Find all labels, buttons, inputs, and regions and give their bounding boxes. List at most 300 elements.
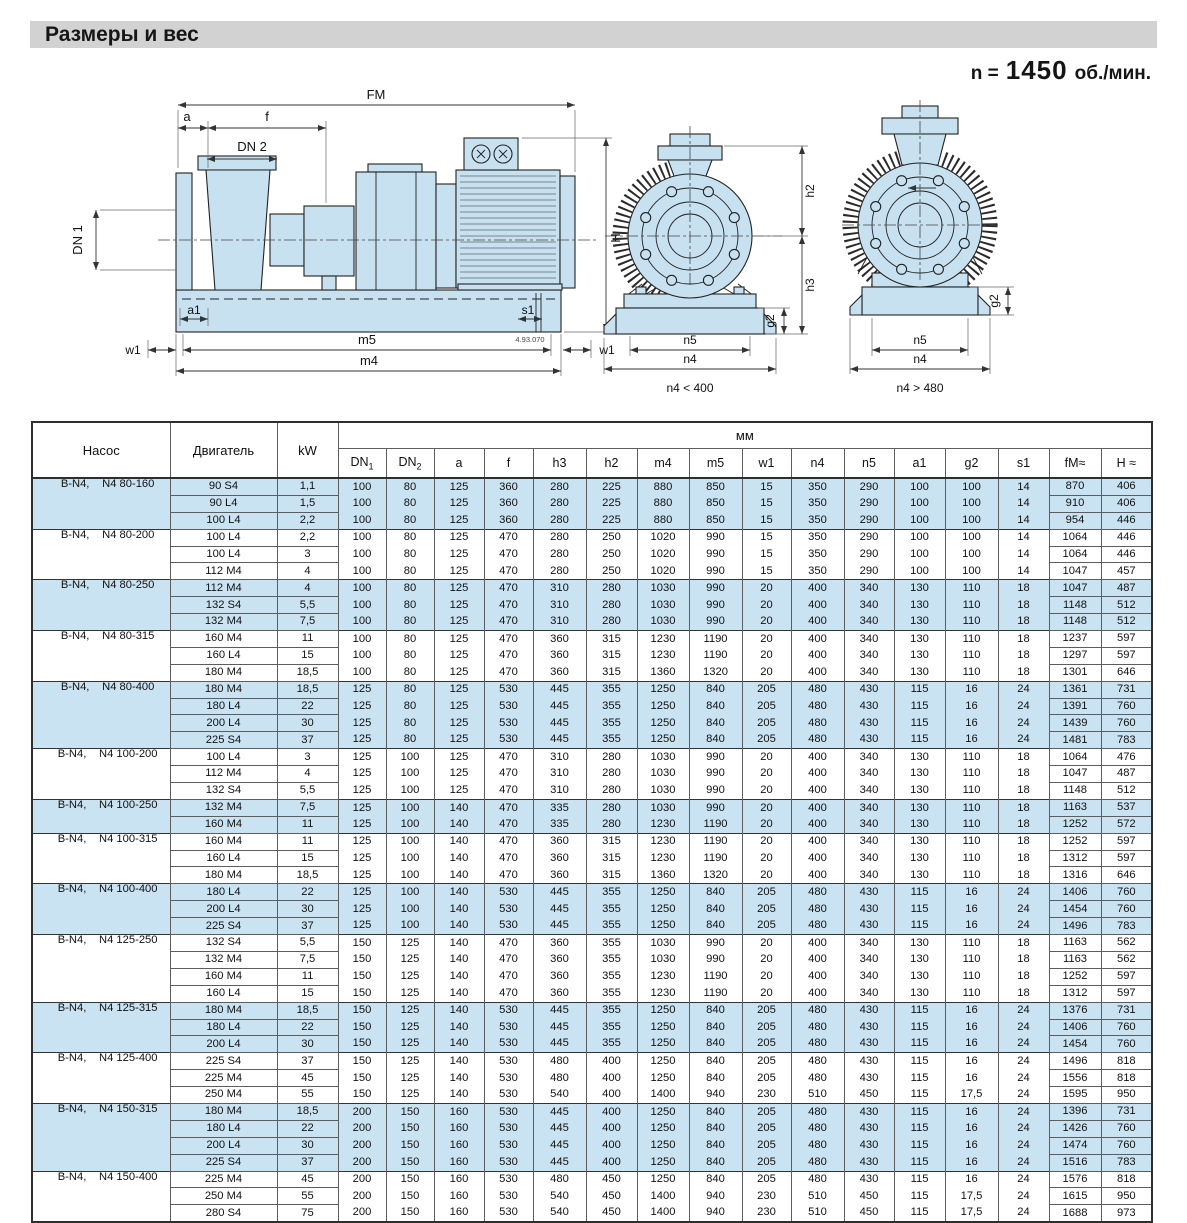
- dim-cell: 1474: [1049, 1137, 1101, 1154]
- dim-cell: 100: [386, 867, 434, 884]
- dim-cell: 840: [689, 715, 742, 732]
- dim-cell: 125: [434, 749, 484, 766]
- dim-cell: 350: [791, 563, 844, 580]
- dim-label-g2-right: g2: [987, 294, 1001, 308]
- dim-cell: 200: [338, 1154, 386, 1171]
- kw-cell: 11: [277, 631, 338, 648]
- motor-cell: 225 S4: [170, 918, 277, 935]
- dim-cell: 400: [791, 968, 844, 985]
- table-row: [32, 1053, 1152, 1070]
- dim-cell: 24: [998, 1002, 1049, 1019]
- dim-cell: 100: [386, 783, 434, 800]
- dim-cell: 18: [998, 783, 1049, 800]
- dim-label-f: f: [265, 109, 269, 124]
- dim-cell: 24: [998, 1137, 1049, 1154]
- dim-cell: 150: [338, 1036, 386, 1053]
- dim-cell: 540: [533, 1188, 586, 1205]
- dim-cell: 1250: [637, 1070, 689, 1087]
- dim-cell: 110: [945, 647, 998, 664]
- kw-cell: 18,5: [277, 867, 338, 884]
- dim-cell: 1252: [1049, 968, 1101, 985]
- pump-model-cell: B-N4, N4 80-160: [32, 478, 170, 529]
- dim-cell: 818: [1101, 1171, 1152, 1188]
- dim-cell: 990: [689, 614, 742, 631]
- dim-cell: 1496: [1049, 918, 1101, 935]
- dim-cell: 150: [386, 1154, 434, 1171]
- dim-cell: 760: [1101, 901, 1152, 918]
- dim-cell: 280: [533, 563, 586, 580]
- table-row: [32, 1087, 1152, 1104]
- dim-cell: 100: [386, 918, 434, 935]
- dim-cell: 24: [998, 715, 1049, 732]
- dim-cell: 340: [844, 783, 894, 800]
- dim-cell: 125: [338, 766, 386, 783]
- dim-cell: 430: [844, 1019, 894, 1036]
- dim-cell: 115: [894, 698, 945, 715]
- dim-cell: 530: [484, 1002, 533, 1019]
- dim-cell: 840: [689, 918, 742, 935]
- dim-cell: 125: [434, 529, 484, 546]
- dim-cell: 1190: [689, 631, 742, 648]
- dim-cell: 445: [533, 1019, 586, 1036]
- motor-cell: 180 M4: [170, 1103, 277, 1120]
- dim-cell: 470: [484, 968, 533, 985]
- dim-cell: 80: [386, 563, 434, 580]
- dim-cell: 840: [689, 732, 742, 749]
- table-row: [32, 816, 1152, 833]
- dim-cell: 1376: [1049, 1002, 1101, 1019]
- dim-cell: 430: [844, 681, 894, 698]
- dim-cell: 470: [484, 833, 533, 850]
- dim-cell: 1361: [1049, 681, 1101, 698]
- dim-label-h2: h2: [803, 184, 817, 198]
- kw-cell: 22: [277, 698, 338, 715]
- dim-cell: 280: [586, 799, 637, 816]
- dim-cell: 355: [586, 1002, 637, 1019]
- dim-cell: 1250: [637, 918, 689, 935]
- dim-cell: 487: [1101, 766, 1152, 783]
- dim-cell: 115: [894, 681, 945, 698]
- dim-cell: 310: [533, 766, 586, 783]
- dim-cell: 130: [894, 850, 945, 867]
- dim-cell: 225: [586, 478, 637, 495]
- dim-cell: 125: [386, 1087, 434, 1104]
- dim-cell: 1237: [1049, 631, 1101, 648]
- motor-cell: 200 L4: [170, 715, 277, 732]
- pump-group: [32, 681, 1152, 749]
- dim-cell: 110: [945, 749, 998, 766]
- dim-cell: 125: [434, 580, 484, 597]
- dim-cell: 205: [742, 732, 791, 749]
- dim-cell: 990: [689, 529, 742, 546]
- dim-cell: 400: [791, 850, 844, 867]
- pump-group: [32, 799, 1152, 833]
- dim-cell: 16: [945, 1070, 998, 1087]
- kw-cell: 4: [277, 580, 338, 597]
- dim-cell: 140: [434, 985, 484, 1002]
- dim-cell: 200: [338, 1120, 386, 1137]
- dim-cell: 115: [894, 1070, 945, 1087]
- table-row: [32, 732, 1152, 749]
- dim-cell: 430: [844, 1036, 894, 1053]
- speed-value: 1450: [1005, 55, 1068, 85]
- dim-cell: 100: [945, 512, 998, 529]
- dim-cell: 16: [945, 901, 998, 918]
- pump-model-cell: B-N4, N4 125-315: [32, 1002, 170, 1053]
- dim-cell: 310: [533, 580, 586, 597]
- dim-cell: 100: [338, 647, 386, 664]
- speed-unit: об./мин.: [1074, 63, 1151, 84]
- dim-cell: 1250: [637, 698, 689, 715]
- dim-cell: 355: [586, 968, 637, 985]
- dim-cell: 530: [484, 1120, 533, 1137]
- col-header-n4: n4: [791, 448, 844, 478]
- dim-cell: 760: [1101, 698, 1152, 715]
- dim-cell: 80: [386, 681, 434, 698]
- dim-cell: 597: [1101, 631, 1152, 648]
- dim-cell: 360: [533, 951, 586, 968]
- dim-cell: 315: [586, 631, 637, 648]
- dim-cell: 18: [998, 749, 1049, 766]
- dim-cell: 125: [386, 968, 434, 985]
- dim-cell: 80: [386, 732, 434, 749]
- dim-cell: 17,5: [945, 1087, 998, 1104]
- dim-cell: 125: [338, 850, 386, 867]
- dim-cell: 225: [586, 495, 637, 512]
- dim-cell: 1252: [1049, 816, 1101, 833]
- dim-cell: 1030: [637, 614, 689, 631]
- dim-cell: 115: [894, 1137, 945, 1154]
- dim-cell: 24: [998, 884, 1049, 901]
- dim-cell: 355: [586, 918, 637, 935]
- dim-cell: 280: [586, 580, 637, 597]
- motor-cell: 90 S4: [170, 478, 277, 495]
- dim-cell: 562: [1101, 935, 1152, 952]
- dim-cell: 110: [945, 597, 998, 614]
- dim-cell: 510: [791, 1205, 844, 1222]
- dim-cell: 597: [1101, 985, 1152, 1002]
- dim-cell: 350: [791, 512, 844, 529]
- table-row: [32, 563, 1152, 580]
- dim-cell: 115: [894, 901, 945, 918]
- dim-cell: 335: [533, 816, 586, 833]
- kw-cell: 75: [277, 1205, 338, 1222]
- dim-cell: 100: [386, 901, 434, 918]
- dim-cell: 150: [386, 1120, 434, 1137]
- dim-cell: 140: [434, 935, 484, 952]
- dim-cell: 80: [386, 512, 434, 529]
- dim-cell: 340: [844, 833, 894, 850]
- dim-cell: 14: [998, 495, 1049, 512]
- dim-cell: 530: [484, 1171, 533, 1188]
- table-row: [32, 580, 1152, 597]
- dim-cell: 16: [945, 1120, 998, 1137]
- dim-cell: 760: [1101, 1019, 1152, 1036]
- dim-cell: 115: [894, 1205, 945, 1222]
- dim-cell: 15: [742, 512, 791, 529]
- dim-cell: 20: [742, 985, 791, 1002]
- dim-cell: 1163: [1049, 935, 1101, 952]
- dim-cell: 125: [434, 664, 484, 681]
- motor-cell: 225 S4: [170, 732, 277, 749]
- dim-cell: 16: [945, 884, 998, 901]
- dim-cell: 470: [484, 951, 533, 968]
- dim-cell: 840: [689, 1103, 742, 1120]
- dim-cell: 205: [742, 901, 791, 918]
- dim-cell: 360: [533, 664, 586, 681]
- dim-label-n5-right: n5: [913, 333, 927, 347]
- dim-label-h3: h3: [803, 278, 817, 292]
- dim-cell: 400: [791, 614, 844, 631]
- motor-cell: 160 L4: [170, 985, 277, 1002]
- kw-cell: 5,5: [277, 783, 338, 800]
- dim-cell: 1360: [637, 664, 689, 681]
- dim-cell: 20: [742, 614, 791, 631]
- dim-cell: 1163: [1049, 951, 1101, 968]
- dim-cell: 230: [742, 1087, 791, 1104]
- dim-cell: 100: [338, 512, 386, 529]
- dim-cell: 430: [844, 901, 894, 918]
- dim-cell: 115: [894, 1188, 945, 1205]
- dim-cell: 280: [586, 816, 637, 833]
- dim-cell: 480: [533, 1070, 586, 1087]
- dim-cell: 20: [742, 867, 791, 884]
- dim-cell: 310: [533, 614, 586, 631]
- pump-model-cell: B-N4, N4 100-400: [32, 884, 170, 935]
- pump-model-cell: B-N4, N4 100-200: [32, 749, 170, 800]
- dim-cell: 24: [998, 1070, 1049, 1087]
- dim-cell: 110: [945, 664, 998, 681]
- dim-cell: 200: [338, 1188, 386, 1205]
- dim-cell: 16: [945, 1053, 998, 1070]
- dim-cell: 512: [1101, 597, 1152, 614]
- dim-cell: 24: [998, 1019, 1049, 1036]
- dim-cell: 731: [1101, 1103, 1152, 1120]
- dim-cell: 18: [998, 766, 1049, 783]
- motor-cell: 160 L4: [170, 850, 277, 867]
- table-row: [32, 529, 1152, 546]
- dim-cell: 18: [998, 580, 1049, 597]
- dim-cell: 115: [894, 1087, 945, 1104]
- kw-cell: 7,5: [277, 951, 338, 968]
- dim-cell: 16: [945, 698, 998, 715]
- table-row: [32, 985, 1152, 1002]
- dim-cell: 110: [945, 799, 998, 816]
- table-row: [32, 495, 1152, 512]
- dim-cell: 480: [791, 715, 844, 732]
- dim-cell: 530: [484, 918, 533, 935]
- dim-cell: 1047: [1049, 580, 1101, 597]
- dim-cell: 340: [844, 664, 894, 681]
- dim-cell: 18: [998, 647, 1049, 664]
- dim-cell: 18: [998, 664, 1049, 681]
- dim-cell: 340: [844, 850, 894, 867]
- dim-cell: 400: [791, 833, 844, 850]
- dim-cell: 1250: [637, 1154, 689, 1171]
- dim-cell: 110: [945, 968, 998, 985]
- dim-cell: 1400: [637, 1188, 689, 1205]
- dim-cell: 572: [1101, 816, 1152, 833]
- dim-cell: 355: [586, 732, 637, 749]
- dim-cell: 430: [844, 1002, 894, 1019]
- dim-cell: 1163: [1049, 799, 1101, 816]
- dim-cell: 1556: [1049, 1070, 1101, 1087]
- dim-cell: 160: [434, 1154, 484, 1171]
- dim-cell: 1190: [689, 985, 742, 1002]
- dim-cell: 430: [844, 698, 894, 715]
- dim-cell: 20: [742, 816, 791, 833]
- dim-cell: 100: [894, 546, 945, 563]
- dim-cell: 355: [586, 1036, 637, 1053]
- dim-cell: 130: [894, 614, 945, 631]
- dim-cell: 783: [1101, 1154, 1152, 1171]
- dim-cell: 100: [894, 563, 945, 580]
- dim-cell: 450: [844, 1188, 894, 1205]
- dim-cell: 15: [742, 478, 791, 495]
- table-row: [32, 631, 1152, 648]
- col-header-w1: w1: [742, 448, 791, 478]
- dim-cell: 16: [945, 1154, 998, 1171]
- pump-group: [32, 1171, 1152, 1222]
- dim-cell: 100: [386, 749, 434, 766]
- dim-cell: 400: [586, 1070, 637, 1087]
- kw-cell: 4: [277, 563, 338, 580]
- motor-cell: 200 L4: [170, 1036, 277, 1053]
- col-header-pump: Насос: [32, 422, 170, 478]
- dim-cell: 400: [791, 647, 844, 664]
- dim-cell: 205: [742, 1036, 791, 1053]
- dim-cell: 940: [689, 1205, 742, 1222]
- dim-cell: 100: [338, 664, 386, 681]
- dim-cell: 470: [484, 935, 533, 952]
- dim-cell: 125: [386, 1053, 434, 1070]
- dim-cell: 530: [484, 1019, 533, 1036]
- dim-cell: 130: [894, 597, 945, 614]
- dim-cell: 400: [586, 1053, 637, 1070]
- dim-cell: 457: [1101, 563, 1152, 580]
- dim-cell: 100: [945, 478, 998, 495]
- page-title: Размеры и вес: [45, 23, 199, 46]
- dim-cell: 480: [791, 1053, 844, 1070]
- dim-cell: 1595: [1049, 1087, 1101, 1104]
- dim-cell: 470: [484, 766, 533, 783]
- dim-cell: 24: [998, 918, 1049, 935]
- motor-cell: 90 L4: [170, 495, 277, 512]
- dim-cell: 315: [586, 850, 637, 867]
- dim-cell: 400: [586, 1154, 637, 1171]
- dim-label-w1-right: w1: [599, 343, 615, 357]
- dim-cell: 205: [742, 698, 791, 715]
- dim-cell: 360: [533, 867, 586, 884]
- dim-cell: 540: [533, 1087, 586, 1104]
- pump-group: [32, 1103, 1152, 1171]
- dim-cell: 125: [434, 647, 484, 664]
- dim-cell: 355: [586, 1019, 637, 1036]
- dim-cell: 400: [791, 867, 844, 884]
- dim-cell: 1250: [637, 1171, 689, 1188]
- dim-cell: 355: [586, 985, 637, 1002]
- dim-cell: 450: [586, 1188, 637, 1205]
- dim-cell: 990: [689, 580, 742, 597]
- dim-cell: 140: [434, 1053, 484, 1070]
- dim-cell: 1454: [1049, 1036, 1101, 1053]
- dim-cell: 14: [998, 563, 1049, 580]
- table-row: [32, 951, 1152, 968]
- dim-cell: 125: [338, 715, 386, 732]
- dim-cell: 1030: [637, 799, 689, 816]
- kw-cell: 1,1: [277, 478, 338, 495]
- dim-cell: 80: [386, 495, 434, 512]
- dim-cell: 280: [586, 783, 637, 800]
- dim-cell: 1250: [637, 1120, 689, 1137]
- dim-cell: 990: [689, 546, 742, 563]
- dim-cell: 1252: [1049, 833, 1101, 850]
- dim-cell: 445: [533, 715, 586, 732]
- table-row: [32, 799, 1152, 816]
- dim-cell: 990: [689, 799, 742, 816]
- kw-cell: 11: [277, 968, 338, 985]
- kw-cell: 15: [277, 985, 338, 1002]
- dim-label-n5-mid: n5: [683, 333, 697, 347]
- dim-cell: 470: [484, 816, 533, 833]
- dim-cell: 840: [689, 1120, 742, 1137]
- dim-cell: 125: [434, 478, 484, 495]
- dim-cell: 480: [791, 884, 844, 901]
- dim-cell: 430: [844, 715, 894, 732]
- dim-cell: 470: [484, 631, 533, 648]
- motor-cell: 250 M4: [170, 1087, 277, 1104]
- dim-cell: 1190: [689, 850, 742, 867]
- dim-cell: 940: [689, 1188, 742, 1205]
- dim-cell: 340: [844, 749, 894, 766]
- dim-cell: 18: [998, 850, 1049, 867]
- dim-cell: 400: [586, 1120, 637, 1137]
- dim-cell: 140: [434, 1070, 484, 1087]
- dim-cell: 150: [338, 968, 386, 985]
- dim-cell: 470: [484, 563, 533, 580]
- dim-cell: 450: [844, 1087, 894, 1104]
- dim-cell: 110: [945, 580, 998, 597]
- motor-cell: 132 M4: [170, 951, 277, 968]
- col-header-motor: Двигатель: [170, 422, 277, 478]
- dim-cell: 430: [844, 1070, 894, 1087]
- dim-cell: 230: [742, 1205, 791, 1222]
- dim-cell: 125: [434, 732, 484, 749]
- dim-cell: 100: [338, 631, 386, 648]
- dim-cell: 480: [533, 1053, 586, 1070]
- col-header-g2: g2: [945, 448, 998, 478]
- dim-cell: 400: [791, 664, 844, 681]
- dim-cell: 80: [386, 546, 434, 563]
- dim-cell: 400: [791, 799, 844, 816]
- motor-cell: 225 M4: [170, 1171, 277, 1188]
- dim-cell: 280: [533, 546, 586, 563]
- dim-cell: 115: [894, 1120, 945, 1137]
- table-row: [32, 614, 1152, 631]
- pump-model-cell: B-N4, N4 100-250: [32, 799, 170, 833]
- dim-cell: 200: [338, 1171, 386, 1188]
- dim-cell: 140: [434, 1036, 484, 1053]
- dim-cell: 290: [844, 546, 894, 563]
- dim-cell: 24: [998, 732, 1049, 749]
- speed-symbol: n =: [970, 63, 999, 84]
- dim-cell: 125: [434, 698, 484, 715]
- dim-cell: 850: [689, 495, 742, 512]
- dim-cell: 20: [742, 799, 791, 816]
- dim-cell: 646: [1101, 664, 1152, 681]
- kw-cell: 18,5: [277, 1103, 338, 1120]
- table-row: [32, 1137, 1152, 1154]
